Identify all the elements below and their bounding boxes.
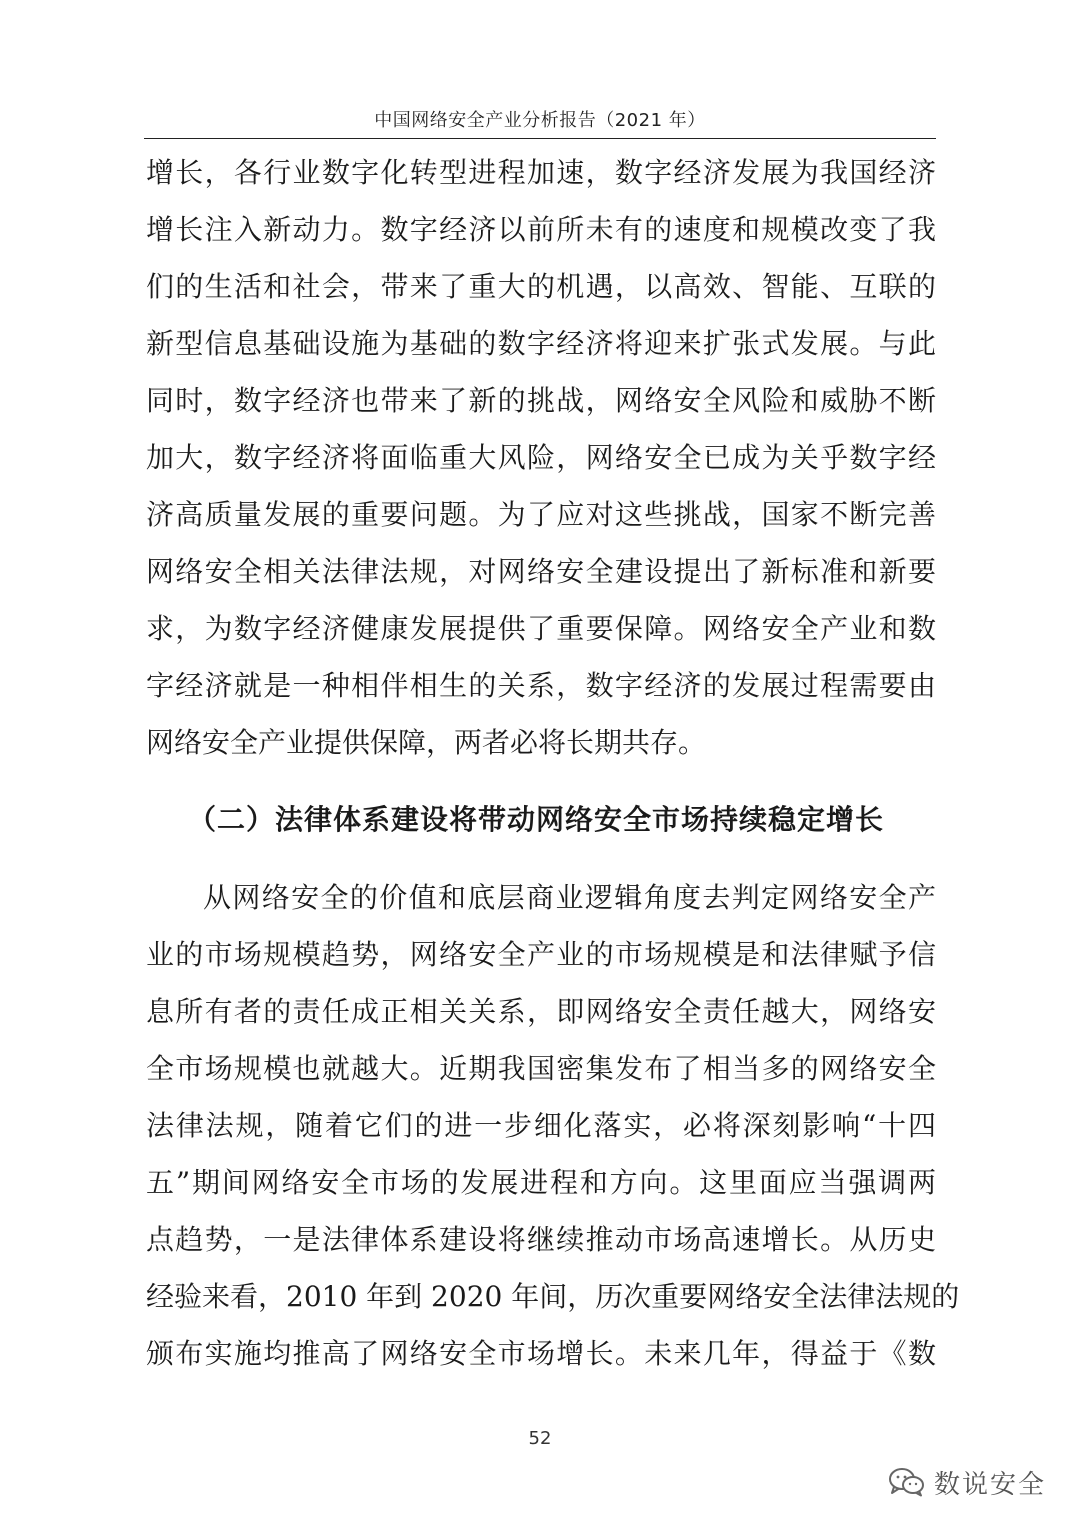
page-number: 52 [528,1428,552,1449]
text-line: 从网络安全的价值和底层商业逻辑角度去判定网络安全产 [203,881,936,914]
report-title: 中国网络安全产业分析报告（2021 年） [374,110,706,131]
page-content [146,144,960,1382]
text-line: 法律法规，随着它们的进一步细化落实，必将深刻影响“十四 [146,1109,936,1142]
text-line: 业的市场规模趋势，网络安全产业的市场规模是和法律赋予信 [146,938,936,971]
text-line: 济高质量发展的重要问题。为了应对这些挑战，国家不断完善 [146,498,936,531]
text-line: 网络安全相关法律法规，对网络安全建设提出了新标准和新要 [146,555,936,588]
text-line: 网络安全产业提供保障，两者必将长期共存。 [146,726,707,759]
text-line: 求，为数字经济健康发展提供了重要保障。网络安全产业和数 [146,612,936,645]
text-line: 同时，数字经济也带来了新的挑战，网络安全风险和威胁不断 [146,384,936,417]
text-line: 增长注入新动力。数字经济以前所未有的速度和规模改变了我 [146,213,936,246]
text-line: 息所有者的责任成正相关关系，即网络安全责任越大，网络安 [146,995,936,1028]
text-line: 五”期间网络安全市场的发展进程和方向。这里面应当强调两 [146,1166,936,1199]
wechat-icon [888,1467,926,1497]
watermark [888,1462,1046,1502]
text-line: 经验来看，2010 年到 2020 年间，历次重要网络安全法律法规的 [146,1280,960,1313]
text-line: 加大，数字经济将面临重大风险，网络安全已成为关乎数字经 [146,441,936,474]
text-line: 点趋势，一是法律体系建设将继续推动市场高速增长。从历史 [146,1223,936,1256]
text-line: 增长，各行业数字化转型进程加速，数字经济发展为我国经济 [146,156,936,189]
watermark-text: 数说安全 [933,1469,1046,1500]
text-line: 们的生活和社会，带来了重大的机遇，以高效、智能、互联的 [146,270,936,303]
text-line: 颁布实施均推高了网络安全市场增长。未来几年，得益于《数 [146,1337,936,1370]
text-line: 全市场规模也就越大。近期我国密集发布了相当多的网络安全 [146,1052,936,1085]
page-header [144,104,936,139]
section-heading: （二）法律体系建设将带动网络安全市场持续稳定增长 [188,803,885,836]
text-line: 字经济就是一种相伴相生的关系，数字经济的发展过程需要由 [146,669,936,702]
text-line: 新型信息基础设施为基础的数字经济将迎来扩张式发展。与此 [146,327,936,360]
